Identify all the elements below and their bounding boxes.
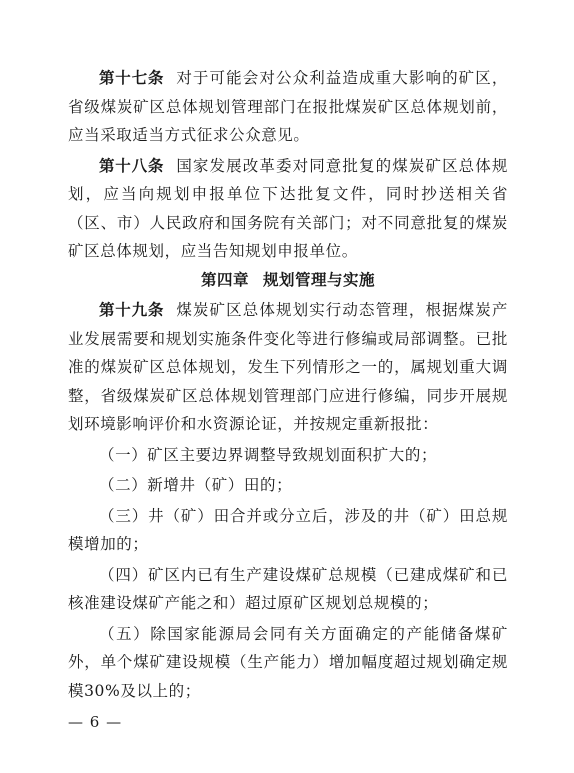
article-19 [68, 296, 508, 439]
article-18 [68, 152, 508, 266]
list-item: （三）井（矿）田合并或分立后，涉及的井（矿）田总规模增加的； [68, 506, 508, 553]
article-17-text: 对于可能会对公众利益造成重大影响的矿区，省级煤炭矿区总体规划管理部门在报批煤炭矿区总体规划前，应当采取适当方式征求公众意见。 [68, 69, 508, 144]
article-19-label: 第十九条 [99, 301, 165, 319]
article-17-label: 第十七条 [99, 69, 165, 87]
page-number: — 6 — [68, 713, 123, 731]
chapter-number: 第四章 [200, 270, 249, 289]
list-item: （五）除国家能源局会同有关方面确定的产能储备煤矿外，单个煤矿建设规模（生产能力）增加幅度超过规划确定规模30%及以上的； [68, 624, 508, 700]
article-18-text: 国家发展改革委对同意批复的煤炭矿区总体规划，应当向规划申报单位下达批复文件，同时抄送相关省（区、市）人民政府和国务院有关部门；对不同意批复的煤炭矿区总体规划，应当告知规划申报单位。 [68, 156, 508, 260]
list-item: （二）新增井（矿）田的； [99, 476, 293, 494]
list-item: （一）矿区主要边界调整导致规划面积扩大的； [99, 445, 438, 464]
chapter-title: 规划管理与实施 [263, 270, 376, 289]
article-19-text: 煤炭矿区总体规划实行动态管理，根据煤炭产业发展需要和规划实施条件变化等进行修编或局部调整。已批准的煤炭矿区总体规划，发生下列情形之一的，属规划重大调整，省级煤炭矿区总体规划管理部门应进行修编，同步开展规划环境影响评价和水资源论证，并按规定重新报批： [68, 301, 508, 433]
document-body [68, 64, 508, 705]
article-18-label: 第十八条 [99, 156, 165, 175]
article-17 [68, 64, 508, 150]
list-item: （四）矿区内已有生产建设煤矿总规模（已建成煤矿和已核准建设煤矿产能之和）超过原矿区规划总规模的； [68, 565, 508, 612]
chapter-heading [68, 266, 508, 295]
